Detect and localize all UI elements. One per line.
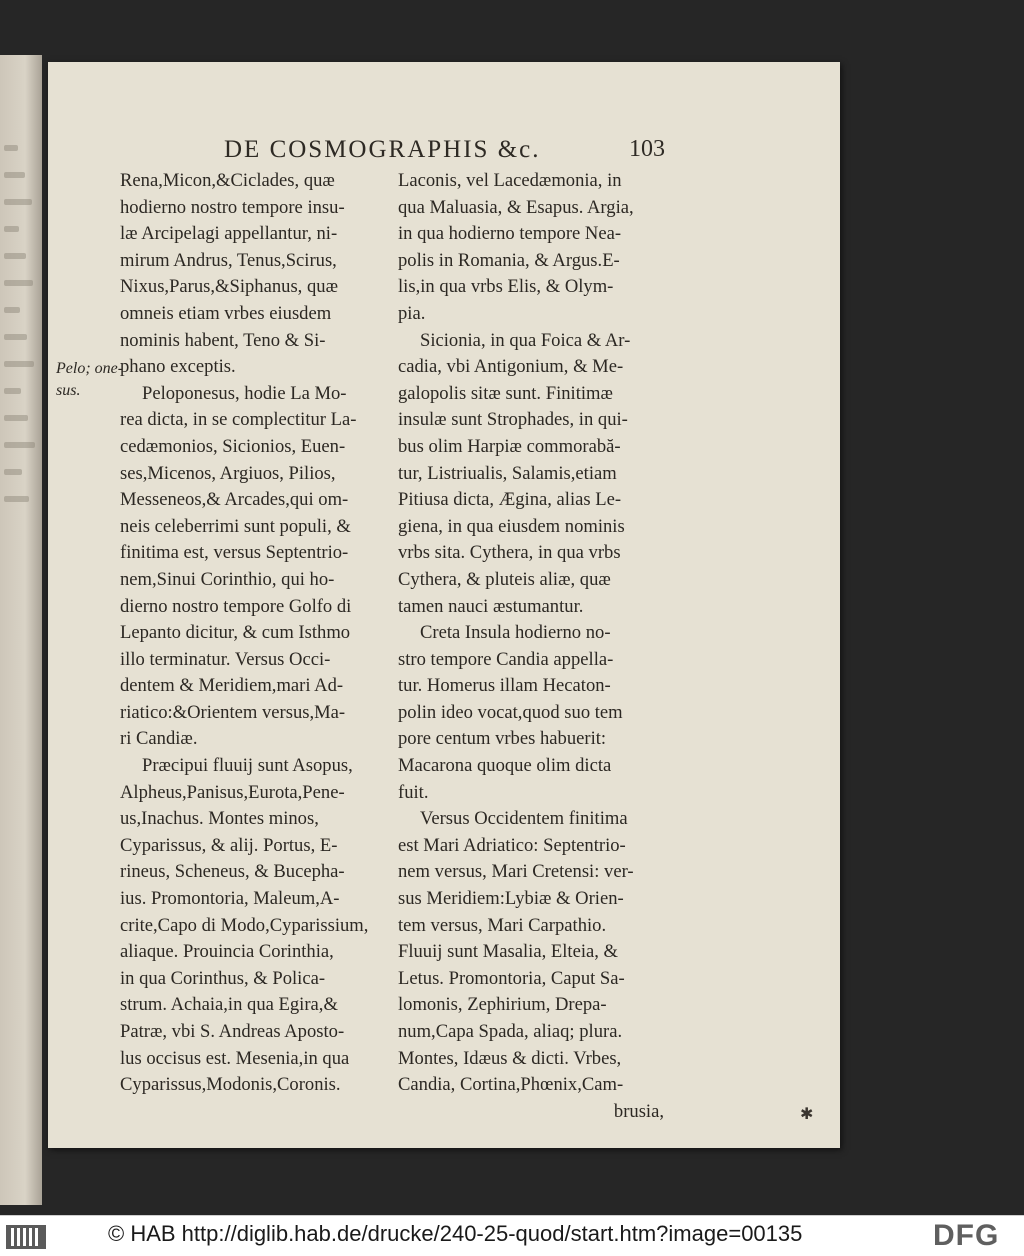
- text-line: finitima est, versus Septentrio-: [120, 542, 349, 564]
- marginal-note: [56, 358, 124, 402]
- text-line: Montes, Idæus & dicti. Vrbes,: [398, 1047, 622, 1069]
- previous-page-text-mark: [4, 388, 21, 394]
- text-line: tem versus, Mari Carpathio.: [398, 914, 607, 936]
- previous-page-text-mark: [4, 469, 22, 475]
- text-line: illo terminatur. Versus Occi-: [120, 648, 331, 670]
- text-line: dierno nostro tempore Golfo di: [120, 595, 352, 617]
- text-line: Letus. Promontoria, Caput Sa-: [398, 967, 625, 989]
- text-line: Cyparissus,Modonis,Coronis.: [120, 1074, 341, 1096]
- text-line: fuit.: [398, 781, 429, 803]
- text-line: cadia, vbi Antigonium, & Me-: [398, 356, 624, 378]
- text-line: nominis habent, Teno & Si-: [120, 329, 326, 351]
- text-line: Patræ, vbi S. Andreas Aposto-: [120, 1021, 345, 1042]
- text-line: bus olim Harpiæ commorabă-: [398, 435, 621, 457]
- previous-page-text-mark: [4, 442, 35, 448]
- text-line: neis celeberrimi sunt populi, &: [120, 515, 351, 537]
- marginal-note-line: sus.: [56, 382, 81, 399]
- text-line: polis in Romania, & Argus.E-: [398, 249, 620, 271]
- text-line: Fluuij sunt Masalia, Elteia, &: [398, 941, 619, 963]
- text-line: Laconis, vel Lacedæmonia, in: [398, 170, 622, 191]
- previous-page-text-mark: [4, 496, 29, 502]
- text-line: est Mari Adriatico: Septentrio-: [398, 834, 626, 856]
- text-line: Messeneos,& Arcades,qui om-: [120, 489, 349, 511]
- previous-page-text-mark: [4, 253, 26, 259]
- text-line: nem,Sinui Corinthio, qui ho-: [120, 568, 335, 590]
- text-line: tur, Listriualis, Salamis,etiam: [398, 462, 617, 484]
- text-line: Creta Insula hodierno no-: [420, 622, 611, 644]
- text-line: ri Candiæ.: [120, 728, 198, 750]
- text-line: rea dicta, in se complectitur La-: [120, 409, 357, 431]
- text-line: strum. Achaia,in qua Egira,&: [120, 994, 338, 1016]
- text-line: Nixus,Parus,&Siphanus, quæ: [120, 276, 338, 298]
- text-line: pore centum vrbes habuerit:: [398, 728, 607, 750]
- previous-page-text-mark: [4, 199, 32, 205]
- text-line: Alpheus,Panisus,Eurota,Pene-: [120, 781, 345, 803]
- text-line: Cythera, & pluteis aliæ, quæ: [398, 568, 611, 590]
- text-line: læ Arcipelagi appellantur, ni-: [120, 223, 338, 245]
- page-number: 103: [629, 136, 665, 162]
- text-column-right: [398, 168, 664, 1125]
- text-line: Lepanto dicitur, & cum Isthmo: [120, 622, 351, 644]
- copyright-url[interactable]: © HAB http://diglib.hab.de/drucke/240-25-quod/start.htm?image=00135: [108, 1221, 803, 1246]
- footer-bar: [0, 1215, 1024, 1256]
- text-line: cedæmonios, Sicionios, Euen-: [120, 435, 346, 457]
- text-line: hodierno nostro tempore insu-: [120, 196, 345, 218]
- text-line: Rena,Micon,&Ciclades, quæ: [120, 170, 335, 191]
- running-header: DE COSMOGRAPHIS &c.: [224, 136, 541, 163]
- previous-page-text-mark: [4, 280, 33, 286]
- hab-logo-icon: [6, 1225, 46, 1249]
- text-line: Candia, Cortina,Phœnix,Cam-: [398, 1074, 624, 1096]
- book-page: [48, 62, 840, 1148]
- text-line: crite,Capo di Modo,Cyparissium,: [120, 914, 369, 936]
- text-line: aliaque. Prouincia Corinthia,: [120, 941, 334, 963]
- text-line: lomonis, Zephirium, Drepa-: [398, 994, 607, 1016]
- text-line: Peloponesus, hodie La Mo-: [142, 382, 347, 404]
- text-line: Macarona quoque olim dicta: [398, 755, 612, 777]
- text-line: rineus, Scheneus, & Bucepha-: [120, 861, 345, 883]
- text-line: Pitiusa dicta, Ægina, alias Le-: [398, 489, 622, 511]
- text-line: Cyparissus, & alij. Portus, E-: [120, 834, 338, 856]
- text-line: qua Maluasia, & Esapus. Argia,: [398, 196, 634, 218]
- previous-page-edge: [0, 55, 42, 1205]
- text-line: Præcipui fluuij sunt Asopus,: [142, 755, 353, 777]
- text-line: stro tempore Candia appella-: [398, 648, 614, 670]
- text-line: sus Meridiem:Lybiæ & Orien-: [398, 888, 624, 910]
- text-line: giena, in qua eiusdem nominis: [398, 515, 625, 537]
- text-line: insulæ sunt Strophades, in qui-: [398, 409, 628, 431]
- previous-page-text-mark: [4, 307, 20, 313]
- text-line: ses,Micenos, Argiuos, Pilios,: [120, 462, 336, 484]
- dfg-logo: DFG: [933, 1219, 1000, 1252]
- text-line: pia.: [398, 302, 426, 324]
- text-line: Sicionia, in qua Foica & Ar-: [420, 329, 631, 351]
- text-line: vrbs sita. Cythera, in qua vrbs: [398, 542, 621, 564]
- text-line: tur. Homerus illam Hecaton-: [398, 675, 611, 697]
- text-line: num,Capa Spada, aliaq; plura.: [398, 1021, 623, 1042]
- text-line: Versus Occidentem finitima: [420, 808, 628, 830]
- previous-page-text-mark: [4, 334, 27, 340]
- text-line: ius. Promontoria, Maleum,A-: [120, 888, 340, 910]
- printer-ornament-icon: ✱: [800, 1106, 814, 1123]
- text-column-left: [120, 168, 386, 1099]
- text-line: mirum Andrus, Tenus,Scirus,: [120, 249, 337, 271]
- previous-page-text-mark: [4, 145, 18, 151]
- text-line: lis,in qua vrbs Elis, & Olym-: [398, 276, 614, 298]
- text-line: brusia,: [613, 1100, 664, 1122]
- previous-page-text-mark: [4, 172, 25, 178]
- previous-page-text-mark: [4, 415, 28, 421]
- marginal-note-line: Pelo; one-: [56, 360, 124, 377]
- text-line: phano exceptis.: [120, 356, 236, 378]
- text-line: tamen nauci æstumantur.: [398, 595, 584, 617]
- text-line: in qua hodierno tempore Nea-: [398, 223, 622, 245]
- text-line: nem versus, Mari Cretensi: ver-: [398, 861, 634, 883]
- text-line: dentem & Meridiem,mari Ad-: [120, 675, 344, 697]
- text-line: us,Inachus. Montes minos,: [120, 808, 319, 830]
- previous-page-text-mark: [4, 226, 19, 232]
- previous-page-text-mark: [4, 361, 34, 367]
- text-line: in qua Corinthus, & Polica-: [120, 967, 326, 989]
- text-line: lus occisus est. Mesenia,in qua: [120, 1047, 350, 1069]
- text-line: riatico:&Orientem versus,Ma-: [120, 701, 346, 723]
- text-line: polin ideo vocat,quod suo tem: [398, 701, 623, 723]
- text-line: omneis etiam vrbes eiusdem: [120, 302, 332, 324]
- text-line: galopolis sitæ sunt. Finitimæ: [398, 382, 613, 404]
